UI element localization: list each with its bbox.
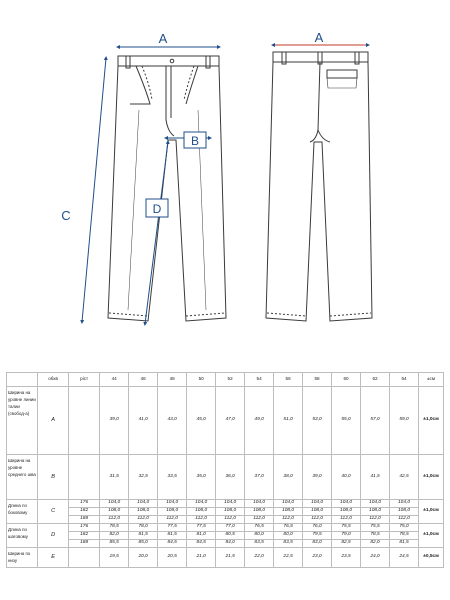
value-cell: 80,0 — [245, 532, 274, 540]
value-cell: 22,5 — [274, 548, 303, 568]
header-cell: ±см — [419, 373, 444, 387]
value-cell: 104,0 — [216, 500, 245, 508]
value-cell: 76,5 — [245, 524, 274, 532]
value-cell: 40,0 — [332, 455, 361, 500]
value-cell: 77,0 — [216, 524, 245, 532]
dimension-label-d — [146, 199, 168, 217]
header-cell: 50 — [187, 373, 216, 387]
value-cell: 84,5 — [187, 540, 216, 548]
value-cell: 22,0 — [245, 548, 274, 568]
value-cell: 21,0 — [187, 548, 216, 568]
table-row — [7, 387, 444, 455]
header-cell: 58 — [303, 373, 332, 387]
table-header-row — [7, 373, 444, 387]
value-cell: 108,0 — [129, 508, 158, 516]
value-cell: 108,0 — [245, 508, 274, 516]
value-cell: 82,0 — [100, 532, 129, 540]
header-cell: 46 — [129, 373, 158, 387]
value-cell: 104,0 — [100, 500, 129, 508]
dimension-label-b — [184, 132, 206, 148]
table-row — [7, 500, 444, 508]
value-cell: 78,0 — [129, 524, 158, 532]
tolerance-cell: ±1,0см — [419, 387, 444, 455]
value-cell: 82,5 — [332, 540, 361, 548]
header-cell: 48 — [158, 373, 187, 387]
header-cell: 54 — [245, 373, 274, 387]
value-cell: 85,5 — [100, 540, 129, 548]
value-cell: 43,0 — [158, 387, 187, 455]
value-cell: 83,0 — [303, 540, 332, 548]
value-cell: 112,0 — [100, 516, 129, 524]
value-cell: 83,5 — [245, 540, 274, 548]
value-cell: 79,0 — [332, 532, 361, 540]
value-cell: 79,5 — [303, 532, 332, 540]
header-cell: 44 — [100, 373, 129, 387]
value-cell: 104,0 — [332, 500, 361, 508]
param-code-cell: C — [38, 500, 69, 524]
value-cell: 108,0 — [187, 508, 216, 516]
value-cell: 24,0 — [361, 548, 390, 568]
height-cell — [69, 548, 100, 568]
value-cell: 104,0 — [390, 500, 419, 508]
param-name-cell: Ширина по низу — [7, 548, 38, 568]
value-cell: 82,0 — [361, 540, 390, 548]
param-code-cell: D — [38, 524, 69, 548]
value-cell: 85,0 — [129, 540, 158, 548]
value-cell: 57,0 — [361, 387, 390, 455]
value-cell: 51,0 — [274, 387, 303, 455]
value-cell: 55,0 — [332, 387, 361, 455]
header-cell: 62 — [361, 373, 390, 387]
value-cell: 112,0 — [158, 516, 187, 524]
value-cell: 80,0 — [274, 532, 303, 540]
height-cell: 182 — [69, 508, 100, 516]
tolerance-cell: ±1,0см — [419, 524, 444, 548]
value-cell: 108,0 — [274, 508, 303, 516]
value-cell: 104,0 — [361, 500, 390, 508]
value-cell: 23,5 — [332, 548, 361, 568]
param-name-cell: Ширина на уровне среднего шва — [7, 455, 38, 500]
value-cell: 24,5 — [390, 548, 419, 568]
front-trousers — [108, 56, 226, 321]
height-cell: 176 — [69, 500, 100, 508]
value-cell: 77,5 — [187, 524, 216, 532]
value-cell: 112,0 — [274, 516, 303, 524]
value-cell: 77,5 — [158, 524, 187, 532]
value-cell: 75,5 — [332, 524, 361, 532]
height-cell: 188 — [69, 540, 100, 548]
value-cell: 75,0 — [390, 524, 419, 532]
header-cell: обхв — [38, 373, 69, 387]
value-cell: 78,5 — [361, 532, 390, 540]
value-cell: 112,0 — [245, 516, 274, 524]
value-cell: 75,5 — [361, 524, 390, 532]
param-code-cell: E — [38, 548, 69, 568]
value-cell: 36,0 — [216, 455, 245, 500]
value-cell: 20,5 — [158, 548, 187, 568]
table-row — [7, 524, 444, 532]
value-cell: 20,0 — [129, 548, 158, 568]
value-cell: 81,5 — [129, 532, 158, 540]
value-cell: 21,5 — [216, 548, 245, 568]
value-cell: 112,0 — [303, 516, 332, 524]
value-cell: 83,5 — [274, 540, 303, 548]
value-cell: 78,5 — [390, 532, 419, 540]
value-cell: 104,0 — [129, 500, 158, 508]
value-cell: 112,0 — [216, 516, 245, 524]
value-cell: 41,0 — [129, 387, 158, 455]
table-row — [7, 508, 444, 516]
param-name-cell: Длина по боковому — [7, 500, 38, 524]
size-table-container — [6, 372, 444, 568]
header-cell: 56 — [274, 373, 303, 387]
header-cell: 60 — [332, 373, 361, 387]
value-cell: 108,0 — [390, 508, 419, 516]
value-cell: 59,0 — [390, 387, 419, 455]
value-cell: 112,0 — [332, 516, 361, 524]
value-cell: 33,5 — [158, 455, 187, 500]
header-cell: ріст — [69, 373, 100, 387]
value-cell: 81,5 — [390, 540, 419, 548]
table-row — [7, 516, 444, 524]
table-row — [7, 540, 444, 548]
value-cell: 108,0 — [158, 508, 187, 516]
param-code-cell: B — [38, 455, 69, 500]
value-cell: 108,0 — [332, 508, 361, 516]
tolerance-cell: ±1,0см — [419, 455, 444, 500]
value-cell: 38,0 — [274, 455, 303, 500]
value-cell: 81,0 — [187, 532, 216, 540]
height-cell: 188 — [69, 516, 100, 524]
value-cell: 42,5 — [390, 455, 419, 500]
value-cell: 78,5 — [100, 524, 129, 532]
value-cell: 108,0 — [216, 508, 245, 516]
height-cell — [69, 455, 100, 500]
value-cell: 104,0 — [303, 500, 332, 508]
header-cell: 52 — [216, 373, 245, 387]
height-cell: 182 — [69, 532, 100, 540]
header-cell — [7, 373, 38, 387]
value-cell: 104,0 — [245, 500, 274, 508]
param-code-cell: A — [38, 387, 69, 455]
value-cell: 80,5 — [216, 532, 245, 540]
value-cell: 112,0 — [187, 516, 216, 524]
value-cell: 23,0 — [303, 548, 332, 568]
value-cell: 31,5 — [100, 455, 129, 500]
table-row — [7, 532, 444, 540]
value-cell: 32,5 — [129, 455, 158, 500]
value-cell: 108,0 — [361, 508, 390, 516]
header-cell: 64 — [390, 373, 419, 387]
value-cell: 45,0 — [187, 387, 216, 455]
svg-text:D: D — [152, 202, 162, 216]
value-cell: 19,5 — [100, 548, 129, 568]
value-cell: 41,5 — [361, 455, 390, 500]
value-cell: 49,0 — [245, 387, 274, 455]
svg-text:B: B — [190, 134, 200, 148]
table-row — [7, 455, 444, 500]
param-name-cell: Длина по шаговому — [7, 524, 38, 548]
height-cell: 176 — [69, 524, 100, 532]
value-cell: 104,0 — [274, 500, 303, 508]
back-trousers — [266, 52, 372, 321]
table-row — [7, 548, 444, 568]
tolerance-cell: ±1,0см — [419, 500, 444, 524]
value-cell: 39,0 — [100, 387, 129, 455]
value-cell: 108,0 — [303, 508, 332, 516]
value-cell: 104,0 — [187, 500, 216, 508]
value-cell: 112,0 — [390, 516, 419, 524]
dimension-label-a-front: A — [158, 31, 168, 46]
value-cell: 37,0 — [245, 455, 274, 500]
size-table — [6, 372, 444, 568]
value-cell: 35,0 — [187, 455, 216, 500]
value-cell: 76,5 — [274, 524, 303, 532]
value-cell: 112,0 — [129, 516, 158, 524]
value-cell: 112,0 — [361, 516, 390, 524]
value-cell: 108,0 — [100, 508, 129, 516]
value-cell: 84,0 — [216, 540, 245, 548]
height-cell — [69, 387, 100, 455]
dimension-label-a-back: A — [314, 30, 324, 45]
value-cell: 76,0 — [303, 524, 332, 532]
value-cell: 39,0 — [303, 455, 332, 500]
value-cell: 53,0 — [303, 387, 332, 455]
value-cell: 84,5 — [158, 540, 187, 548]
tolerance-cell: ±0,5см — [419, 548, 444, 568]
value-cell: 47,0 — [216, 387, 245, 455]
param-name-cell: Ширина на уровне линии талии (свобод-а) — [7, 387, 38, 455]
value-cell: 104,0 — [158, 500, 187, 508]
value-cell: 81,5 — [158, 532, 187, 540]
dimension-label-c: C — [61, 208, 71, 223]
